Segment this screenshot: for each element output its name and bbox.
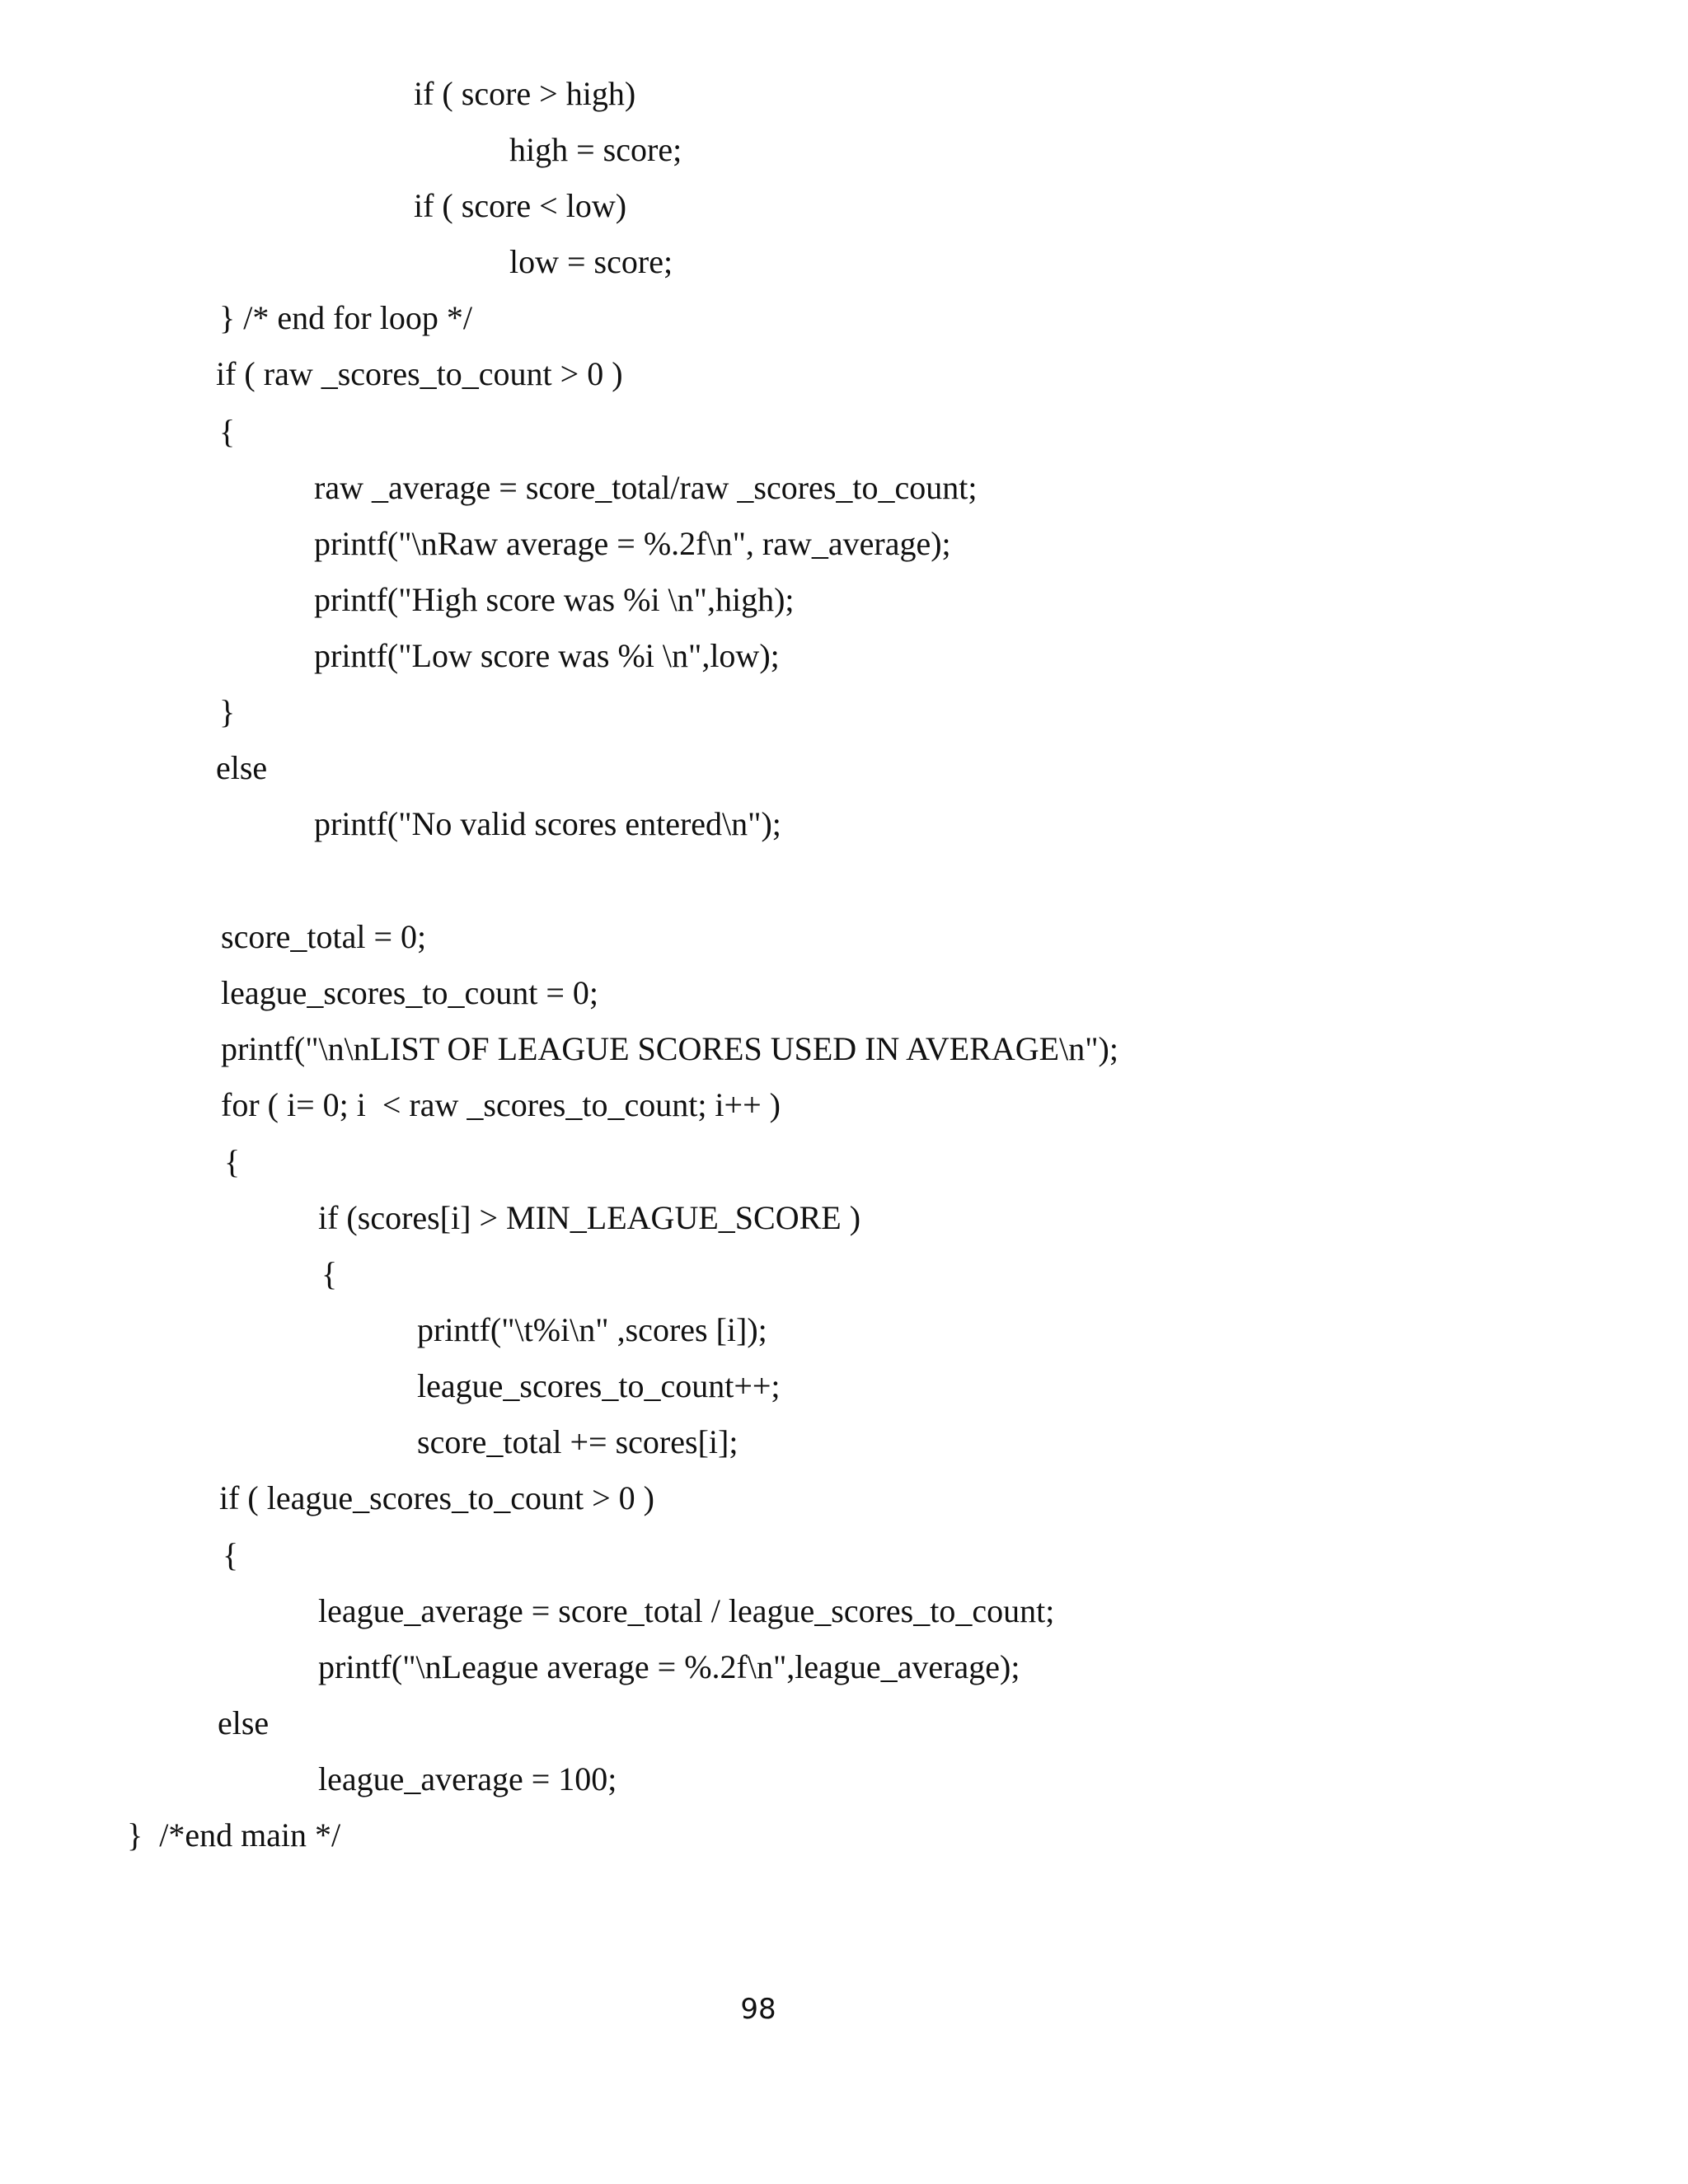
- code-line: } /* end for loop */: [219, 299, 472, 336]
- page-number: 98: [740, 1993, 776, 2026]
- code-line: league_scores_to_count++;: [417, 1367, 781, 1404]
- code-line: if ( score > high): [414, 75, 636, 112]
- code-line: raw _average = score_total/raw _scores_to_count;: [314, 469, 978, 506]
- code-line: if ( raw _scores_to_count > 0 ): [216, 355, 623, 392]
- code-line: league_average = score_total / league_scores_to_count;: [318, 1592, 1055, 1629]
- code-line: if ( score < low): [414, 187, 627, 224]
- code-line: } /*end main */: [127, 1816, 341, 1854]
- code-line: else: [216, 749, 268, 786]
- code-line: score_total = 0;: [221, 918, 427, 955]
- code-line: printf("High score was %i \n",high);: [314, 581, 795, 618]
- code-line: league_scores_to_count = 0;: [221, 974, 598, 1011]
- code-line: printf("\nRaw average = %.2f\n", raw_average);: [314, 525, 951, 562]
- code-line: {: [223, 1536, 239, 1573]
- code-line: {: [321, 1255, 338, 1292]
- code-line: printf("Low score was %i \n",low);: [314, 637, 780, 674]
- code-line: if (scores[i] > MIN_LEAGUE_SCORE ): [318, 1199, 861, 1236]
- code-line: printf("\n\nLIST OF LEAGUE SCORES USED IN AVERAGE\n");: [221, 1030, 1118, 1067]
- code-line: for ( i= 0; i < raw _scores_to_count; i++ ): [221, 1086, 781, 1123]
- code-line: printf("No valid scores entered\n");: [314, 805, 781, 842]
- code-line: score_total += scores[i];: [417, 1423, 738, 1460]
- code-line: low = score;: [509, 243, 673, 280]
- code-line: if ( league_scores_to_count > 0 ): [219, 1479, 654, 1516]
- code-line: printf("\t%i\n" ,scores [i]);: [417, 1311, 767, 1348]
- code-line: league_average = 100;: [318, 1760, 617, 1797]
- code-line: else: [218, 1704, 270, 1741]
- code-line: high = score;: [509, 131, 682, 168]
- code-line: {: [224, 1143, 241, 1180]
- code-line: }: [219, 693, 236, 730]
- code-line: printf("\nLeague average = %.2f\n",league_average);: [318, 1648, 1020, 1685]
- code-line: {: [219, 413, 236, 450]
